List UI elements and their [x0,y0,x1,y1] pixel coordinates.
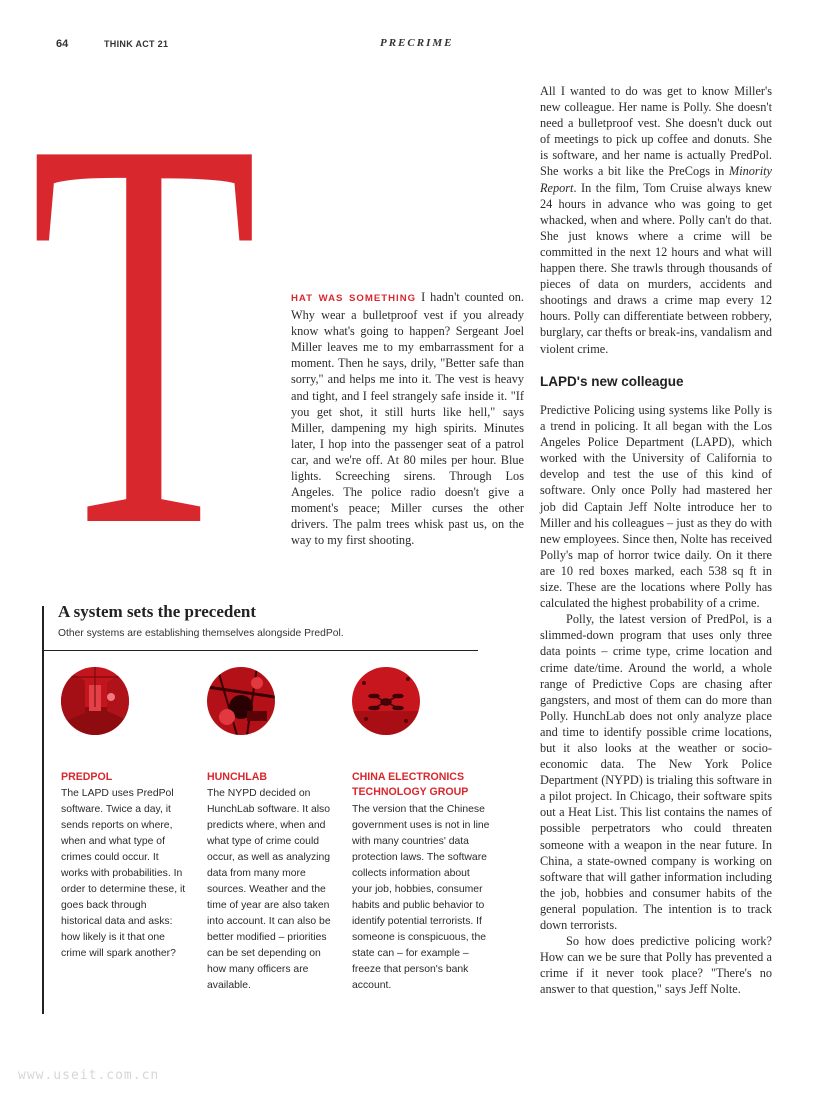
film-title: Minority Report [540,164,772,195]
china-electronics-photo [352,667,420,735]
right-column-top [540,83,772,357]
box-subtitle: Other systems are establishing themselves alongside PredPol. [58,628,344,639]
watermark: www.useit.com.cn [18,1068,160,1083]
hunchlab-photo [207,667,275,735]
paragraph-part-2: . In the film, Tom Cruise always knew 24 hours in advance who was going to get whacked, when and where. Polly can't do that. She just knows where a crime will be committed in the next 12 hours and what will happen there. She trawls through thousands of pieces of data on murders, accidents and shootings and draws a crime map every 12 hours. Polly can differentiate between robbery, burglary, car thefts or break-ins, vandalism and violent crime. [540,180,772,356]
subheading-lapd: LAPD's new colleague [540,374,684,389]
drop-cap-letter [28,96,260,526]
body-paragraph: Predictive Policing using systems like Polly is a trend in policing. It all began with the Los Angeles Police Department (LAPD), which worked with the University of California to develop and test the use of this kind of software. Only once Polly had mastered her job did Captain Jeff Nolte introduce her to Miller and his colleagues – just as they do with new employees. Since then, Nolte has received Polly's map of horror twice daily. On it there are 10 red boxes marked, each 538 sq ft in size. These are the locations where Polly has calculated the highest probability of a crime. [540,403,772,611]
box-title: A system sets the precedent [58,602,256,621]
paragraph-part-1: All I wanted to do was get to know Miller's new colleague. Her name is Polly. She doesn't need a bulletproof vest. She doesn't duck out of meetings to pick up coffee and donuts. She is software, and her name is actually PredPol. She works a bit like the PreCogs in [540,84,772,179]
body-paragraph: Polly, the latest version of PredPol, is a slimmed-down program that uses only three data points – crime type, crime location and crime date/time. Around the world, a whole range of Predictive Cops are chasing after gangsters, and most of them can do more than Polly. HunchLab does not only analyze place and time to identify possible crime locations, but it also looks at the weather or socio-economic data. The New York Police Department (NYPD) is trialing this software in a pilot project. In Chicago, their software spits out a Heat List. This list contains the names of possible perpetrators who could threaten someone with a weapon in the near future. In China, a state-owned company is working on software that will gather information including the job, hobbies and consumer habits of the general population. The intention is to track down terrorists. [540,612,772,932]
system-text-predpol: The LAPD uses PredPol software. Twice a day, it sends reports on where, when and what type of crimes could occur. It works with probabilities. In order to determine these, it goes back through historical data and asks: how likely is it that one crime will spark another? [61,788,186,959]
system-name-predpol: PREDPOL [61,771,113,783]
system-text-china-electronics: The version that the Chinese government uses is not in line with many countries' data protection laws. The software collects information about your job, hobbies, consumer habits and public behavior to identify potential terrorists. If someone is conspicuous, the state can – for example – freeze that person's bank account. [352,804,490,991]
section-title: PRECRIME [380,37,454,49]
svg-text:T: T [30,96,258,526]
system-text-hunchlab: The NYPD decided on HunchLab software. It also predicts where, when and what type of crime could occur, as well as analyzing data from many more sources. Weather and the time of year are also taken into account. It can also be better modified – priorities can be set depending on how many officers are available. [207,788,331,991]
right-column-paragraph [540,83,772,357]
lead-in-caps: HAT WAS SOMETHING [291,293,417,304]
page-number: 64 [56,38,69,50]
system-name-hunchlab: HUNCHLAB [207,771,268,783]
right-column-bottom [540,402,772,997]
box-vertical-rule [42,606,44,1014]
intro-paragraph [291,289,524,549]
body-paragraph: So how does predictive policing work? How can we be sure that Polly has prevented a crime if it never took place? "There's no answer to that question," says Jeff Nolte. [540,934,772,997]
intro-text: I hadn't counted on. Why wear a bulletproof vest if you already know what's going to happen? Sergeant Joel Miller leaves me to my embarrassment for a moment. Then he says, drily, "Better safe than sorry," and helps me into it. The vest is heavy and tight, and I feel strangely safe inside it. "If you get shot, it still hurts like hell," says Miller, dampening my high spirits. Minutes later, I hop into the passenger seat of a patrol car, and we're off. At 80 miles per hour. Blue lights. Screeching sirens. Through Los Angeles. The police radio doesn't give a moment's peace; Miller curses the other drivers. The palm trees whisk past us, on the way to my first shooting. [291,290,524,548]
box-horizontal-rule [42,650,478,651]
magazine-name: THINK ACT 21 [104,39,169,49]
predpol-photo [61,667,129,735]
system-name-china-electronics: CHINA ELECTRONICS TECHNOLOGY GROUP [352,771,469,798]
